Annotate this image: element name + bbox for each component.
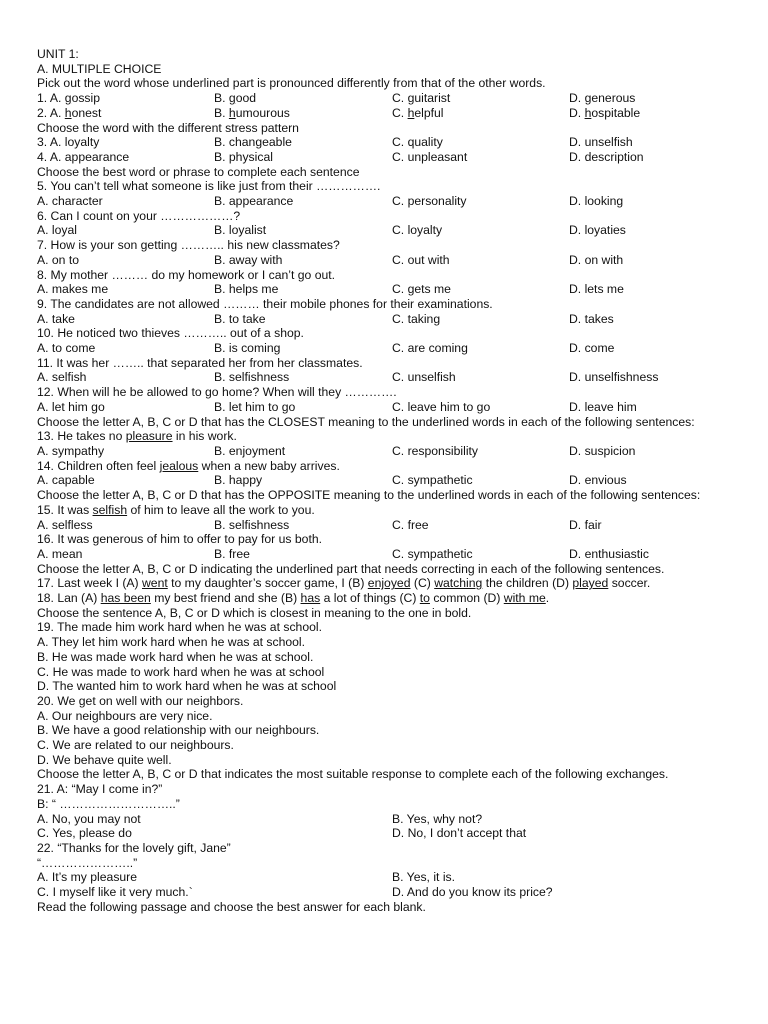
text-line: 21. A: “May I come in?” <box>37 782 163 797</box>
answer-option <box>37 106 214 121</box>
instruction-text: Choose the letter A, B, C or D indicating the underlined part that needs correcting in each of the following sentences. <box>37 561 665 576</box>
text-run: A. take <box>37 311 75 326</box>
answer-option <box>569 194 729 209</box>
instruction-text: Choose the letter A, B, C or D that indicates the most suitable response to complete each of the following exchanges. <box>37 767 669 782</box>
answer-option <box>37 473 214 488</box>
question-line <box>37 591 737 606</box>
answer-option <box>37 370 214 385</box>
text-line: A. They let him work hard when he was at school. <box>37 635 306 650</box>
text-run: B. helps me <box>214 282 279 297</box>
underlined-part: h <box>584 105 592 120</box>
text-run: ossip <box>71 91 101 106</box>
text-line: Choose the best word or phrase to complete each sentence <box>37 164 360 179</box>
answer-option <box>37 444 214 459</box>
text-run: 2. A. <box>37 105 65 120</box>
answer-option <box>37 253 214 268</box>
text-run: C. responsibility <box>392 443 479 458</box>
answer-option <box>392 194 569 209</box>
text-run: C. are coming <box>392 341 468 356</box>
underlined-part: has <box>300 591 321 606</box>
answer-option <box>214 194 392 209</box>
text-line: 11. It was her …….. that separated her from her classmates. <box>37 355 363 370</box>
text-run: enerous <box>591 91 636 106</box>
text-run: D. envious <box>569 473 627 488</box>
text-run: (C) <box>410 576 435 591</box>
text-run: C. leave him to go <box>392 399 491 414</box>
answer-option <box>214 444 392 459</box>
unit-title: UNIT 1: <box>37 47 79 61</box>
text-run: A. capable <box>37 473 95 488</box>
worksheet <box>37 47 737 914</box>
answer-option <box>214 312 392 327</box>
question-line <box>37 429 737 444</box>
text-line: 20. We get on well with our neighbors. <box>37 693 244 708</box>
text-run: C. taking <box>392 311 441 326</box>
text-run: A. loyal <box>37 223 77 238</box>
underlined-part: played <box>572 576 609 591</box>
text-run: A. makes me <box>37 282 109 297</box>
answer-option <box>569 370 729 385</box>
text-run: C. quality <box>392 135 443 150</box>
instruction-text: Choose the letter A, B, C or D that has the CLOSEST meaning to the underlined words in each of the following sentences: <box>37 414 695 429</box>
underlined-part: h <box>64 105 72 120</box>
text-run: ospitable <box>591 105 641 120</box>
underlined-part: pleasure <box>125 429 173 444</box>
text-line: 8. My mother ……… do my homework or I can’t go out. <box>37 267 336 282</box>
answer-option <box>569 400 729 415</box>
text-line: B: “ ………………………..” <box>37 796 180 811</box>
answer-option <box>569 518 729 533</box>
text-line: 19. The made him work hard when he was at school. <box>37 620 322 635</box>
text-line: B. We have a good relationship with our neighbours. <box>37 723 320 738</box>
text-run: B. physical <box>214 149 273 164</box>
text-run: 1. A. <box>37 91 65 106</box>
text-run: D. takes <box>569 311 614 326</box>
text-run: B. is coming <box>214 341 281 356</box>
underlined-part: h <box>407 105 415 120</box>
underlined-part: to <box>419 591 430 606</box>
answer-options-row <box>37 370 737 385</box>
answer-options-row <box>37 473 737 488</box>
answer-option <box>214 135 392 150</box>
text-run: 15. It was <box>37 502 93 517</box>
text-run: my best friend and she (B) <box>150 591 301 606</box>
text-run: B. <box>214 105 229 120</box>
text-line: C. He was made to work hard when he was at school <box>37 664 325 679</box>
text-run: 4. A. appearance <box>37 149 130 164</box>
underlined-part: g <box>584 91 592 106</box>
answer-option <box>392 223 569 238</box>
text-run: B. happy <box>214 473 263 488</box>
underlined-part: has been <box>100 591 151 606</box>
text-run: D. <box>569 105 585 120</box>
text-run: . <box>545 591 550 606</box>
answer-option <box>392 106 569 121</box>
text-run: D. description <box>569 149 644 164</box>
answer-options-row <box>37 312 737 327</box>
underlined-part: enjoyed <box>367 576 411 591</box>
text-line: Pick out the word whose underlined part is pronounced differently from that of the other words. <box>37 76 546 91</box>
underlined-part: selfish <box>92 502 128 517</box>
answer-option <box>37 518 214 533</box>
answer-option <box>37 223 214 238</box>
answer-option <box>214 150 392 165</box>
answer-option <box>569 341 729 356</box>
text-run: B. loyalist <box>214 223 267 238</box>
text-line: A. Our neighbours are very nice. <box>37 708 213 723</box>
answer-option: A. It’s my pleasure <box>37 870 138 885</box>
answer-options-row <box>37 341 737 356</box>
underlined-part: with me <box>503 591 546 606</box>
answer-options-row <box>37 518 737 533</box>
answer-option <box>569 282 729 297</box>
answer-option <box>214 106 392 121</box>
text-run: D. on with <box>569 252 624 267</box>
text-run: C. unselfish <box>392 370 456 385</box>
answer-options-row <box>37 150 737 165</box>
answer-options-row <box>37 885 737 900</box>
text-line: 5. You can’t tell what someone is like just from their ……………. <box>37 179 381 194</box>
answer-option <box>214 370 392 385</box>
question-list <box>37 76 737 914</box>
text-run: A. character <box>37 194 103 209</box>
text-run: 17. Last week I (A) <box>37 576 142 591</box>
answer-option <box>569 312 729 327</box>
underlined-part: g <box>228 91 236 106</box>
question-line <box>37 459 737 474</box>
answer-option <box>392 370 569 385</box>
text-run: B. to take <box>214 311 266 326</box>
answer-option <box>392 135 569 150</box>
answer-option <box>214 253 392 268</box>
answer-option <box>569 547 729 562</box>
text-line: 16. It was generous of him to offer to pay for us both. <box>37 532 322 547</box>
answer-option <box>214 400 392 415</box>
answer-option <box>392 312 569 327</box>
answer-option <box>392 150 569 165</box>
answer-option <box>392 444 569 459</box>
text-run: C. free <box>392 517 429 532</box>
answer-option: B. Yes, it is. <box>392 870 456 885</box>
text-run: umourous <box>235 105 290 120</box>
answer-option: B. Yes, why not? <box>392 811 483 826</box>
text-run: uitarist <box>414 91 451 106</box>
underlined-part: watching <box>434 576 483 591</box>
answer-option <box>37 194 214 209</box>
text-line: B. He was made work hard when he was at school. <box>37 649 314 664</box>
answer-option <box>569 106 729 121</box>
text-run: B. free <box>214 546 250 561</box>
answer-option <box>37 135 214 150</box>
answer-option <box>392 473 569 488</box>
answer-option: C. I myself like it very much.` <box>37 885 193 900</box>
answer-option <box>37 341 214 356</box>
text-run: C. out with <box>392 252 450 267</box>
underlined-part: jealous <box>159 458 199 473</box>
text-run: 14. Children often feel <box>37 458 160 473</box>
answer-option <box>392 400 569 415</box>
text-line: 9. The candidates are not allowed ……… their mobile phones for their examinations. <box>37 296 493 311</box>
text-run: A. selfish <box>37 370 87 385</box>
text-run: 3. A. loyalty <box>37 135 100 150</box>
answer-option <box>569 473 729 488</box>
text-run: B. enjoyment <box>214 443 286 458</box>
text-run: A. to come <box>37 341 96 356</box>
text-run: D. suspicion <box>569 443 636 458</box>
answer-option <box>37 547 214 562</box>
text-line: Choose the word with the different stress pattern <box>37 120 299 135</box>
text-run: D. leave him <box>569 399 637 414</box>
text-run: the children (D) <box>482 576 573 591</box>
answer-option <box>392 282 569 297</box>
answer-option <box>569 253 729 268</box>
question-line <box>37 503 737 518</box>
text-run: D. unselfish <box>569 135 633 150</box>
text-run: C. sympathetic <box>392 546 473 561</box>
text-run: onest <box>71 105 102 120</box>
answer-option <box>392 253 569 268</box>
underlined-part: g <box>407 91 415 106</box>
text-line: “…………………..” <box>37 855 138 870</box>
answer-option <box>214 91 392 106</box>
answer-option <box>214 547 392 562</box>
answer-option <box>214 341 392 356</box>
answer-options-row <box>37 282 737 297</box>
text-line: D. We behave quite well. <box>37 752 172 767</box>
text-run: A. on to <box>37 252 80 267</box>
answer-option <box>569 444 729 459</box>
answer-option <box>214 518 392 533</box>
answer-options-row <box>37 253 737 268</box>
text-line: D. The wanted him to work hard when he was at school <box>37 679 337 694</box>
answer-options-row <box>37 91 737 106</box>
answer-option <box>392 518 569 533</box>
text-run: D. <box>569 91 585 106</box>
answer-options-row <box>37 135 737 150</box>
answer-options-row <box>37 547 737 562</box>
text-run: B. let him to go <box>214 399 296 414</box>
text-run: B. changeable <box>214 135 292 150</box>
text-run: 18. Lan (A) <box>37 591 101 606</box>
text-run: A. let him go <box>37 399 105 414</box>
text-run: B. selfishness <box>214 517 290 532</box>
answer-options-row <box>37 194 737 209</box>
text-run: when a new baby arrives. <box>198 458 340 473</box>
underlined-part: h <box>228 105 236 120</box>
text-line: Read the following passage and choose the best answer for each blank. <box>37 899 426 914</box>
text-line: 6. Can I count on your ………………? <box>37 208 241 223</box>
text-run: A. sympathy <box>37 443 105 458</box>
text-run: B. selfishness <box>214 370 290 385</box>
text-line: 22. “Thanks for the lovely gift, Jane” <box>37 840 231 855</box>
text-line: 7. How is your son getting ……….. his new classmates? <box>37 238 340 253</box>
text-run: C. personality <box>392 194 467 209</box>
text-run: C. loyalty <box>392 223 443 238</box>
answer-option <box>37 400 214 415</box>
text-run: C. <box>392 91 408 106</box>
answer-option <box>214 473 392 488</box>
underlined-part: g <box>64 91 72 106</box>
text-line: 12. When will he be allowed to go home? When will they …………. <box>37 385 397 400</box>
answer-option <box>392 547 569 562</box>
text-run: D. come <box>569 341 615 356</box>
text-run: C. sympathetic <box>392 473 473 488</box>
text-line: Choose the sentence A, B, C or D which is closest in meaning to the one in bold. <box>37 605 472 620</box>
question-line <box>37 576 737 591</box>
answer-option <box>569 91 729 106</box>
text-run: common (D) <box>429 591 504 606</box>
text-run: soccer. <box>608 576 651 591</box>
answer-options-row <box>37 870 737 885</box>
instruction-text: Choose the letter A, B, C or D that has the OPPOSITE meaning to the underlined words in each of the following sentences: <box>37 488 701 503</box>
answer-options-row <box>37 444 737 459</box>
text-run: B. <box>214 91 229 106</box>
answer-options-row <box>37 812 737 827</box>
text-line: C. We are related to our neighbours. <box>37 738 234 753</box>
answer-option <box>37 150 214 165</box>
text-run: 13. He takes no <box>37 429 126 444</box>
text-run: ood <box>235 91 257 106</box>
answer-option: A. No, you may not <box>37 811 141 826</box>
text-run: C. <box>392 105 408 120</box>
text-run: C. unpleasant <box>392 149 468 164</box>
text-run: in his work. <box>172 429 237 444</box>
text-run: D. lets me <box>569 282 624 297</box>
text-run: C. gets me <box>392 282 451 297</box>
answer-option <box>214 223 392 238</box>
answer-options-row <box>37 826 737 841</box>
answer-option <box>392 341 569 356</box>
answer-option <box>37 91 214 106</box>
text-line: 10. He noticed two thieves ……….. out of a shop. <box>37 326 304 341</box>
underlined-part: went <box>142 576 168 591</box>
text-run: D. enthusiastic <box>569 546 649 561</box>
text-run: D. fair <box>569 517 602 532</box>
text-run: A. selfless <box>37 517 93 532</box>
text-run: a lot of things (C) <box>320 591 420 606</box>
text-run: B. away with <box>214 252 283 267</box>
answer-options-row <box>37 223 737 238</box>
answer-option <box>569 150 729 165</box>
section-title: A. MULTIPLE CHOICE <box>37 61 162 76</box>
answer-options-row <box>37 400 737 415</box>
text-run: to my daughter’s soccer game, I (B) <box>167 576 368 591</box>
answer-option: D. No, I don’t accept that <box>392 826 527 841</box>
answer-option <box>37 312 214 327</box>
answer-option: C. Yes, please do <box>37 826 132 841</box>
text-run: elpful <box>414 105 444 120</box>
text-run: A. mean <box>37 546 83 561</box>
text-run: of him to leave all the work to you. <box>127 502 315 517</box>
text-run: B. appearance <box>214 194 294 209</box>
answer-options-row <box>37 106 737 121</box>
text-run: D. looking <box>569 194 624 209</box>
answer-option <box>569 135 729 150</box>
answer-option <box>214 282 392 297</box>
text-run: D. loyaties <box>569 223 626 238</box>
answer-option <box>569 223 729 238</box>
answer-option <box>392 91 569 106</box>
text-run: D. unselfishness <box>569 370 659 385</box>
answer-option: D. And do you know its price? <box>392 885 553 900</box>
answer-option <box>37 282 214 297</box>
